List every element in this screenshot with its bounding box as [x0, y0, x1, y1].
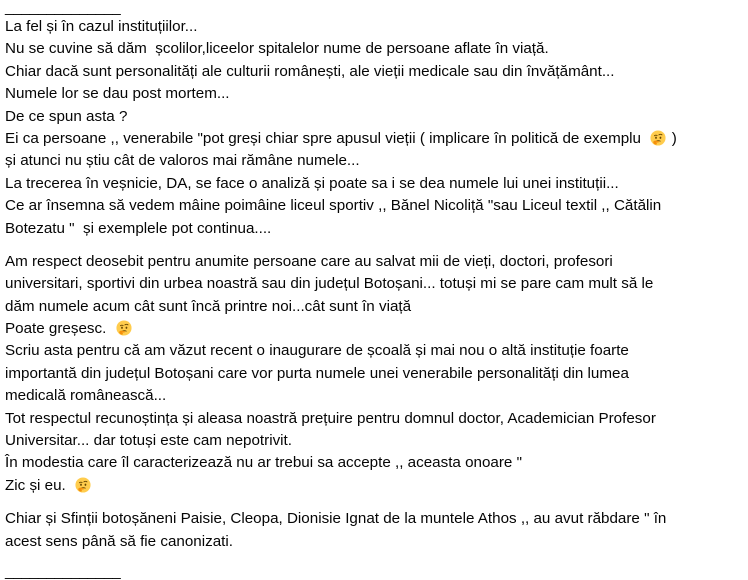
text-line	[5, 16, 743, 38]
line-text: Am respect deosebit pentru anumite persoane care au salvat mii de vieți, doctori, profesori	[5, 252, 613, 270]
line-text: și atunci nu știu cât de valoros mai rămâne numele...	[5, 152, 360, 170]
line-text: Numele lor se dau post mortem...	[5, 85, 230, 103]
line-text: Zic și eu.	[5, 476, 70, 494]
text-line	[5, 508, 743, 530]
line-text: De ce spun asta ?	[5, 107, 128, 125]
text-line	[5, 363, 743, 385]
line-text: Ce ar însemna să vedem mâine poimâine liceul sportiv ,, Bănel Nicoliță "sau Liceul textil ,, Cătălin	[5, 197, 662, 215]
post-text	[5, 16, 743, 553]
line-text: Scriu asta pentru că am văzut recent o inaugurare de școală și mai nou o altă instituție foarte	[5, 342, 629, 360]
line-text: Ei ca persoane ,, venerabile "pot greși chiar spre apusul vieții ( implicare în politică de exemplu	[5, 129, 646, 147]
text-line	[5, 38, 743, 60]
text-line	[5, 475, 743, 497]
text-line	[5, 273, 743, 295]
text-line	[5, 150, 743, 172]
line-text: Chiar dacă sunt personalități ale culturii românești, ale vieții medicale sau din învățământ...	[5, 62, 615, 80]
line-text: Chiar și Sfinții botoșăneni Paisie, Cleopa, Dionisie Ignat de la muntele Athos ,, au avut răbdare " în	[5, 510, 667, 528]
paragraph	[5, 508, 743, 553]
text-line	[5, 430, 743, 452]
text-line	[5, 531, 743, 553]
divider-top: ______________	[5, 0, 121, 16]
line-text: acest sens până să fie canonizati.	[5, 532, 233, 550]
text-line	[5, 106, 743, 128]
text-line	[5, 408, 743, 430]
line-text-after: )	[671, 129, 677, 147]
line-text: importantă din județul Botoșani care vor purta numele unei venerabile personalități din lumea	[5, 364, 629, 382]
thinking-face-icon	[75, 477, 91, 493]
text-line	[5, 83, 743, 105]
text-line	[5, 452, 743, 474]
line-text: medicală românească...	[5, 387, 167, 405]
line-text: universitari, sportivi din urbea noastră sau din județul Botoșani... totuși mi se pare cam mult să le	[5, 275, 654, 293]
thinking-face-icon	[116, 320, 132, 336]
divider-bottom: ______________	[5, 562, 121, 580]
text-line	[5, 318, 743, 340]
line-text: La fel și în cazul instituțiilor...	[5, 18, 198, 35]
text-line	[5, 61, 743, 83]
text-line	[5, 173, 743, 195]
thinking-face-icon	[650, 130, 666, 146]
text-line	[5, 385, 743, 407]
text-line	[5, 251, 743, 273]
line-text: Nu se cuvine să dăm școlilor,liceelor spitalelor nume de persoane aflate în viață.	[5, 40, 549, 58]
paragraph	[5, 251, 743, 497]
text-line	[5, 195, 743, 217]
paragraph	[5, 16, 743, 240]
text-line	[5, 340, 743, 362]
text-line	[5, 218, 743, 240]
line-text: dăm numele acum cât sunt încă printre noi...cât sunt în viață	[5, 297, 412, 315]
line-text: Botezatu " și exemplele pot continua....	[5, 219, 272, 237]
post-body	[5, 0, 743, 580]
line-text: Tot respectul recunoștința și aleasa noastră prețuire pentru domnul doctor, Academician Profesor	[5, 409, 656, 427]
line-text: La trecerea în veșnicie, DA, se face o analiză și poate sa i se dea numele lui unei instituții...	[5, 174, 619, 192]
text-line	[5, 296, 743, 318]
text-line	[5, 128, 743, 150]
line-text: Universitar... dar totuși este cam nepotrivit.	[5, 432, 292, 450]
line-text: În modestia care îl caracterizează nu ar trebui sa accepte ,, aceasta onoare "	[5, 454, 522, 472]
line-text: Poate greșesc.	[5, 320, 111, 338]
